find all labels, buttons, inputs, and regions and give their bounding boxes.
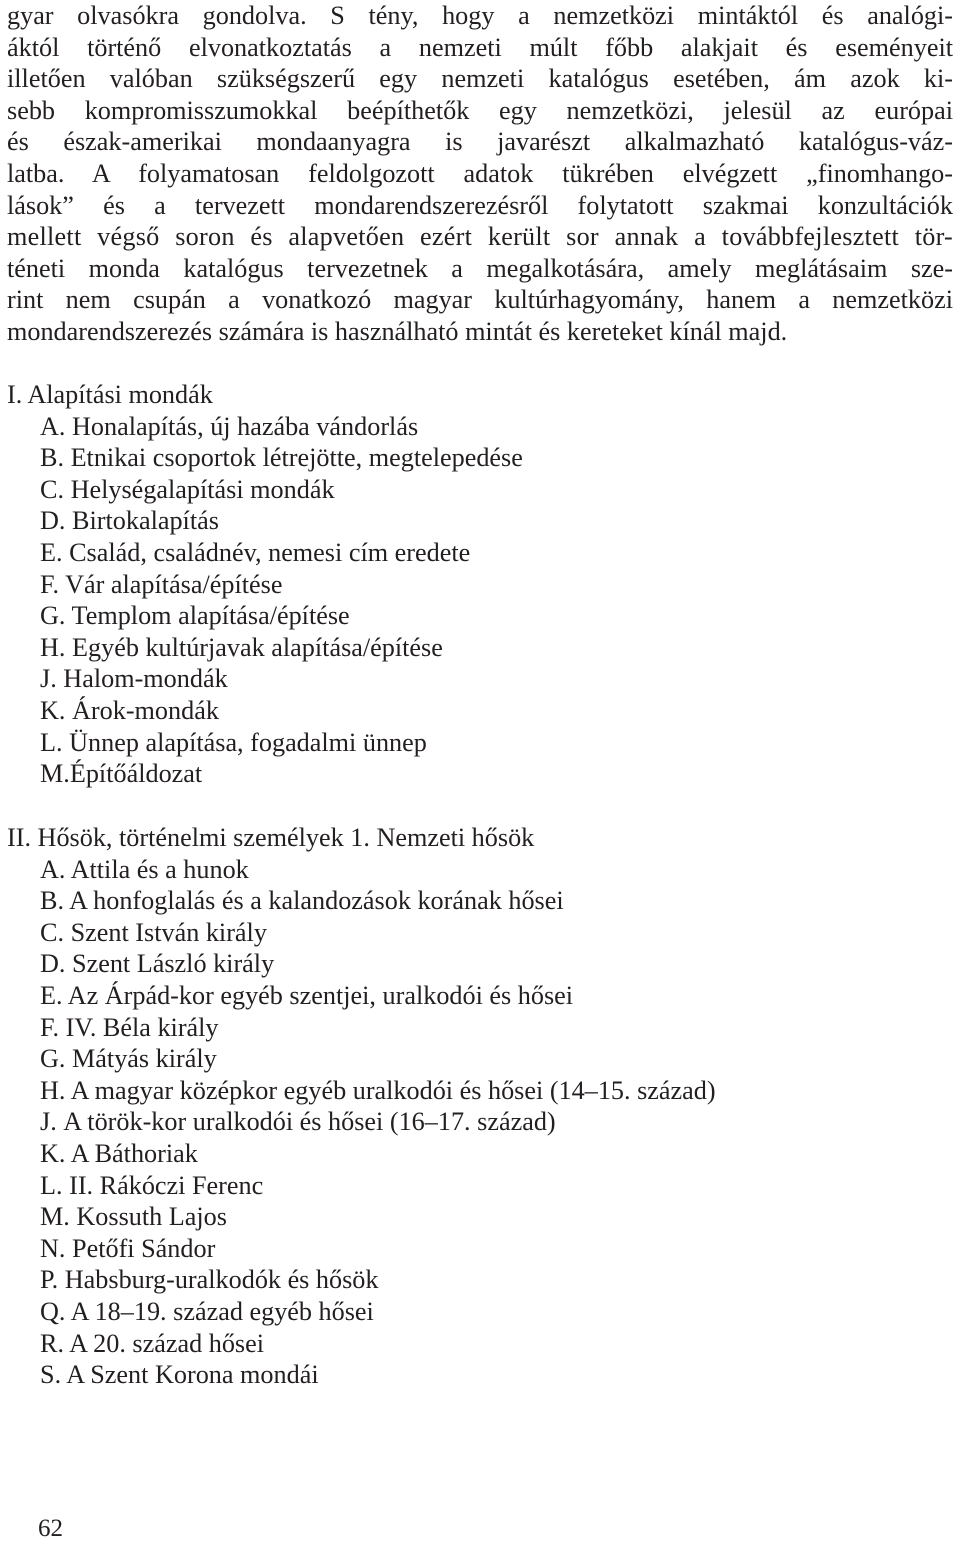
item-letter: B.: [40, 443, 65, 473]
item-text: Mátyás király: [72, 1044, 217, 1074]
item-text: Ünnep alapítása, fogadalmi ünnep: [69, 727, 427, 757]
list-item: [7, 1201, 716, 1233]
paragraph-line: áktól történő elvonatkoztatás a nemzeti múlt főbb alakjait és eseményeit: [7, 32, 953, 62]
item-letter: G.: [40, 1044, 66, 1074]
item-text: Helységalapítási mondák: [70, 474, 335, 504]
item-letter: P.: [40, 1265, 59, 1295]
item-letter: Q.: [40, 1296, 66, 1326]
item-text: Szent László király: [72, 949, 275, 979]
item-letter: H.: [40, 632, 66, 662]
item-letter: M.: [40, 759, 70, 789]
item-letter: A.: [40, 411, 66, 441]
list-item: [7, 1328, 716, 1360]
paragraph-line: sebb kompromisszumokkal beépíthetők egy nemzetközi, jelesül az európai: [7, 95, 953, 125]
catalog-list: [7, 854, 716, 1391]
item-text: Szent István király: [70, 917, 267, 947]
item-text: Petőfi Sándor: [72, 1233, 216, 1263]
item-letter: C.: [40, 474, 65, 504]
list-item: [7, 917, 716, 949]
item-text: Attila és a hunok: [70, 854, 249, 884]
catalog-section-founding-legends: [7, 379, 523, 790]
item-text: Egyéb kultúrjavak alapítása/építése: [72, 632, 443, 662]
list-item: [7, 1075, 716, 1107]
item-letter: E.: [40, 980, 63, 1010]
paragraph-line: mellett végső soron és alapvetően ezért került sor annak a továbbfejlesztett tör-: [7, 222, 953, 252]
item-letter: L.: [40, 727, 63, 757]
paragraph-line: és észak-amerikai mondaanyagra is javarészt alkalmazható katalógus-váz-: [7, 127, 953, 157]
item-letter: K.: [40, 1138, 66, 1168]
list-item: [7, 569, 523, 601]
item-text: A honfoglalás és a kalandozások korának hősei: [69, 886, 564, 916]
section-heading: I. Alapítási mondák: [7, 380, 213, 409]
paragraph-line: lások” és a tervezett mondarendszerezésről folytatott szakmai konzultációk: [7, 190, 953, 220]
item-letter: N.: [40, 1233, 66, 1263]
list-item: [7, 854, 716, 886]
item-text: Vár alapítása/építése: [65, 569, 283, 599]
paragraph-line: rint nem csupán a vonatkozó magyar kultúrhagyomány, hanem a nemzetközi: [7, 285, 953, 315]
document-page: [7, 0, 953, 1390]
item-text: A 20. század hősei: [69, 1328, 265, 1358]
item-letter: F.: [40, 1012, 60, 1042]
list-item: [7, 1296, 716, 1328]
page-number: 62: [38, 1515, 63, 1542]
item-text: A 18–19. század egyéb hősei: [70, 1296, 374, 1326]
list-item: [7, 1264, 716, 1296]
item-text: Honalapítás, új hazába vándorlás: [72, 411, 419, 441]
item-letter: M.: [40, 1202, 70, 1232]
item-text: IV. Béla király: [65, 1012, 219, 1042]
list-item: [7, 980, 716, 1012]
paragraph-line: gyar olvasókra gondolva. S tény, hogy a nemzetközi mintáktól és analógi-: [7, 1, 953, 30]
section-heading: II. Hősök, történelmi személyek 1. Nemzeti hősök: [7, 823, 535, 852]
list-item: [7, 1043, 716, 1075]
item-letter: D.: [40, 949, 66, 979]
paragraph-line: illetően valóban szükségszerű egy nemzeti katalógus esetében, ám azok ki-: [7, 64, 953, 94]
list-item: [7, 537, 523, 569]
item-letter: H.: [40, 1075, 66, 1105]
item-letter: S.: [40, 1360, 62, 1390]
list-item: [7, 474, 523, 506]
item-text: Templom alapítása/építése: [71, 601, 350, 631]
item-text: A magyar középkor egyéb uralkodói és hősei (14–15. század): [70, 1075, 716, 1105]
item-letter: K.: [40, 695, 66, 725]
item-letter: E.: [40, 537, 63, 567]
item-text: A Báthoriak: [70, 1138, 198, 1168]
paragraph-line: téneti monda katalógus tervezetnek a megalkotására, amely meglátásaim sze-: [7, 253, 953, 283]
item-letter: B.: [40, 886, 65, 916]
intro-paragraph: [7, 0, 953, 348]
list-item: [7, 695, 523, 727]
list-item: [7, 600, 523, 632]
item-letter: J.: [40, 664, 57, 694]
list-item: [7, 1138, 716, 1170]
list-item: [7, 663, 523, 695]
item-letter: F.: [40, 569, 60, 599]
item-letter: G.: [40, 601, 66, 631]
list-item: [7, 1170, 716, 1202]
list-item: [7, 442, 523, 474]
item-text: II. Rákóczi Ferenc: [69, 1170, 264, 1200]
list-item: [7, 1106, 716, 1138]
catalog-list: [7, 411, 523, 790]
catalog-section-heroes: [7, 822, 716, 1391]
item-letter: J.: [40, 1107, 57, 1137]
item-letter: C.: [40, 917, 65, 947]
item-text: Család, családnév, nemesi cím eredete: [69, 537, 471, 567]
item-text: A Szent Korona mondái: [66, 1360, 319, 1390]
list-item: [7, 505, 523, 537]
item-text: A török-kor uralkodói és hősei (16–17. század): [63, 1107, 556, 1137]
item-text: Az Árpád-kor egyéb szentjei, uralkodói és hősei: [67, 980, 574, 1010]
list-item: [7, 1233, 716, 1265]
list-item: [7, 632, 523, 664]
item-text: Árok-mondák: [72, 695, 219, 725]
item-text: Birtokalapítás: [72, 506, 219, 536]
list-item: [7, 727, 523, 759]
item-text: Építőáldozat: [69, 759, 203, 789]
item-letter: L.: [40, 1170, 63, 1200]
item-letter: A.: [40, 854, 66, 884]
item-letter: R.: [40, 1328, 65, 1358]
list-item: [7, 1012, 716, 1044]
item-text: Etnikai csoportok létrejötte, megtelepedése: [70, 443, 523, 473]
list-item: [7, 948, 716, 980]
list-item: [7, 758, 523, 790]
item-text: Halom-mondák: [63, 664, 228, 694]
item-letter: D.: [40, 506, 66, 536]
item-text: Kossuth Lajos: [76, 1202, 227, 1232]
paragraph-line: mondarendszerezés számára is használható mintát és kereteket kínál majd.: [7, 316, 788, 346]
paragraph-line: latba. A folyamatosan feldolgozott adatok tükrében elvégzett „finomhango-: [7, 158, 953, 188]
list-item: [7, 885, 716, 917]
list-item: [7, 411, 523, 443]
list-item: [7, 1359, 716, 1391]
item-text: Habsburg-uralkodók és hősök: [64, 1265, 379, 1295]
